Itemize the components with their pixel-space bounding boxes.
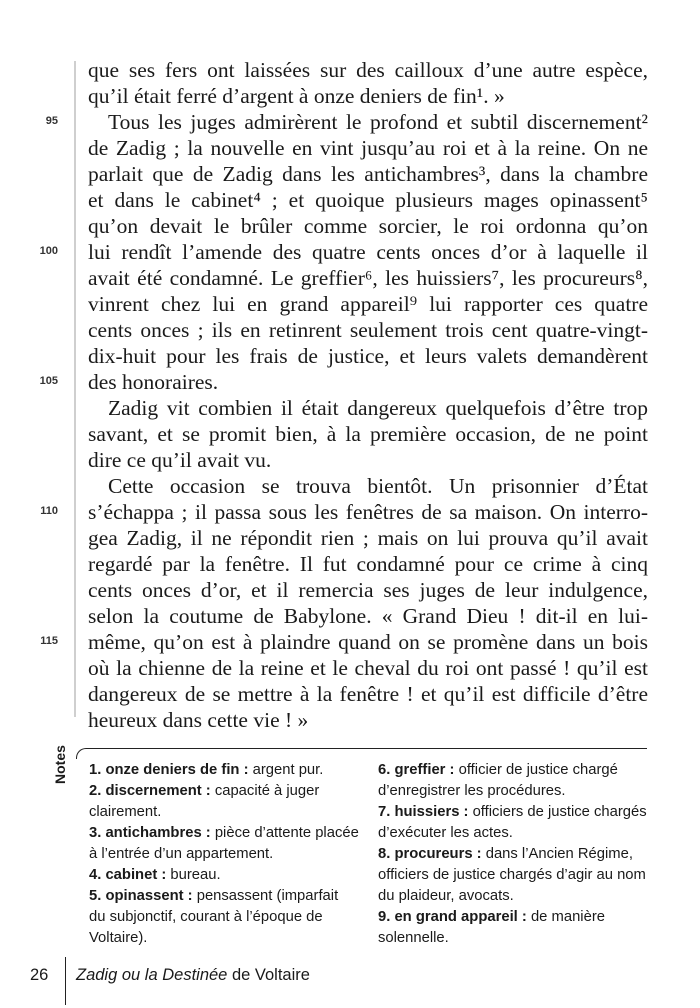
note-line: d’exécuter les actes. xyxy=(378,825,513,841)
note-line: 7. huissiers : officiers de justice chargés xyxy=(378,804,647,820)
margin-rule xyxy=(74,61,76,717)
line-number: 95 xyxy=(45,115,58,127)
notes-column-left xyxy=(89,760,359,949)
text-line: de Zadig ; la nouvelle en vint jusqu’au roi et à la reine. On ne xyxy=(88,136,648,160)
note-line: 1. onze deniers de fin : argent pur. xyxy=(89,762,324,778)
text-line: des honoraires. xyxy=(88,370,219,394)
text-line: lui rendît l’amende des quatre cents onces d’or à laquelle il xyxy=(88,240,648,264)
text-line: vinrent chez lui en grand appareil⁹ lui rapporter ces quatre xyxy=(88,292,648,316)
running-title: Zadig ou la Destinée de Voltaire xyxy=(76,966,310,984)
line-number: 110 xyxy=(40,505,58,517)
text-line: heureux dans cette vie ! » xyxy=(88,708,309,732)
text-line: Tous les juges admirèrent le profond et subtil discernement² xyxy=(108,110,648,134)
text-line: avait été condamné. Le greffier⁶, les huissiers⁷, les procureurs⁸, xyxy=(88,266,648,290)
note-line: 3. antichambres : pièce d’attente placée xyxy=(89,825,359,841)
text-line: gea Zadig, il ne répondit rien ; mais on lui prouva qu’il avait xyxy=(88,526,648,550)
line-number: 115 xyxy=(40,635,58,647)
notes-frame xyxy=(76,748,647,759)
main-text xyxy=(74,57,650,732)
text-line: Zadig vit combien il était dangereux quelquefois d’être trop xyxy=(108,396,648,420)
text-line: dangereux de se mettre à la fenêtre ! et qu’il est difficile d’être xyxy=(88,682,648,706)
text-line: dire ce qu’il avait vu. xyxy=(88,448,272,472)
note-line: 4. cabinet : bureau. xyxy=(89,867,221,883)
text-line: Cette occasion se trouva bientôt. Un prisonnier d’État xyxy=(108,474,648,498)
text-line: s’échappa ; il passa sous les fenêtres de sa maison. On interro- xyxy=(88,500,648,524)
note-line: 9. en grand appareil : de manière xyxy=(378,909,605,925)
notes-column-right xyxy=(378,760,653,949)
text-line: où la chienne de la reine et le cheval du roi ont passé ! qu’il est xyxy=(88,656,648,680)
line-number: 100 xyxy=(39,245,58,257)
note-line: 6. greffier : officier de justice chargé xyxy=(378,762,618,778)
line-number: 105 xyxy=(39,375,58,387)
note-line: clairement. xyxy=(89,804,162,820)
note-line: officiers de justice chargés d’agir au nom xyxy=(378,867,646,883)
page-number: 26 xyxy=(30,966,49,984)
text-line: parlait que de Zadig dans les antichambres³, dans la chambre xyxy=(88,162,648,186)
text-line: selon la coutume de Babylone. « Grand Dieu ! dit-il en lui- xyxy=(88,604,648,628)
text-line: que ses fers ont laissées sur des cailloux d’une autre espèce, xyxy=(88,58,648,82)
note-line: à l’entrée d’un appartement. xyxy=(89,846,274,862)
text-line: dix-huit pour les frais de justice, et leurs valets demandèrent xyxy=(88,344,648,368)
note-line: solennelle. xyxy=(378,930,449,946)
text-line: qu’on devait le brûler comme sorcier, le roi ordonna qu’on xyxy=(88,214,648,238)
text-line: regardé par la fenêtre. Il fut condamné pour ce crime à cinq xyxy=(88,552,648,576)
note-line: 8. procureurs : dans l’Ancien Régime, xyxy=(378,846,633,862)
note-line: du plaideur, avocats. xyxy=(378,888,514,904)
text-line: cents onces ; ils en retinrent seulement trois cent quatre-vingt- xyxy=(88,318,648,342)
text-line: qu’il était ferré d’argent à onze deniers de fin¹. » xyxy=(88,84,505,108)
footer-divider xyxy=(65,957,66,1005)
text-line: cents onces d’or, et il remercia ses juges de leur indulgence, xyxy=(88,578,648,602)
text-line: et dans le cabinet⁴ ; et quoique plusieurs mages opinassent⁵ xyxy=(88,188,648,212)
text-line: même, qu’on est à plaindre quand on se promène dans un bois xyxy=(88,630,648,654)
text-line: savant, et se promit bien, à la première occasion, de ne point xyxy=(88,422,648,446)
note-line: 2. discernement : capacité à juger xyxy=(89,783,320,799)
notes-label: Notes xyxy=(52,745,68,784)
note-line: d’enregistrer les procédures. xyxy=(378,783,566,799)
note-line: 5. opinassent : pensassent (imparfait xyxy=(89,888,339,904)
note-line: du subjonctif, courant à l’époque de xyxy=(89,909,323,925)
note-line: Voltaire). xyxy=(89,930,148,946)
